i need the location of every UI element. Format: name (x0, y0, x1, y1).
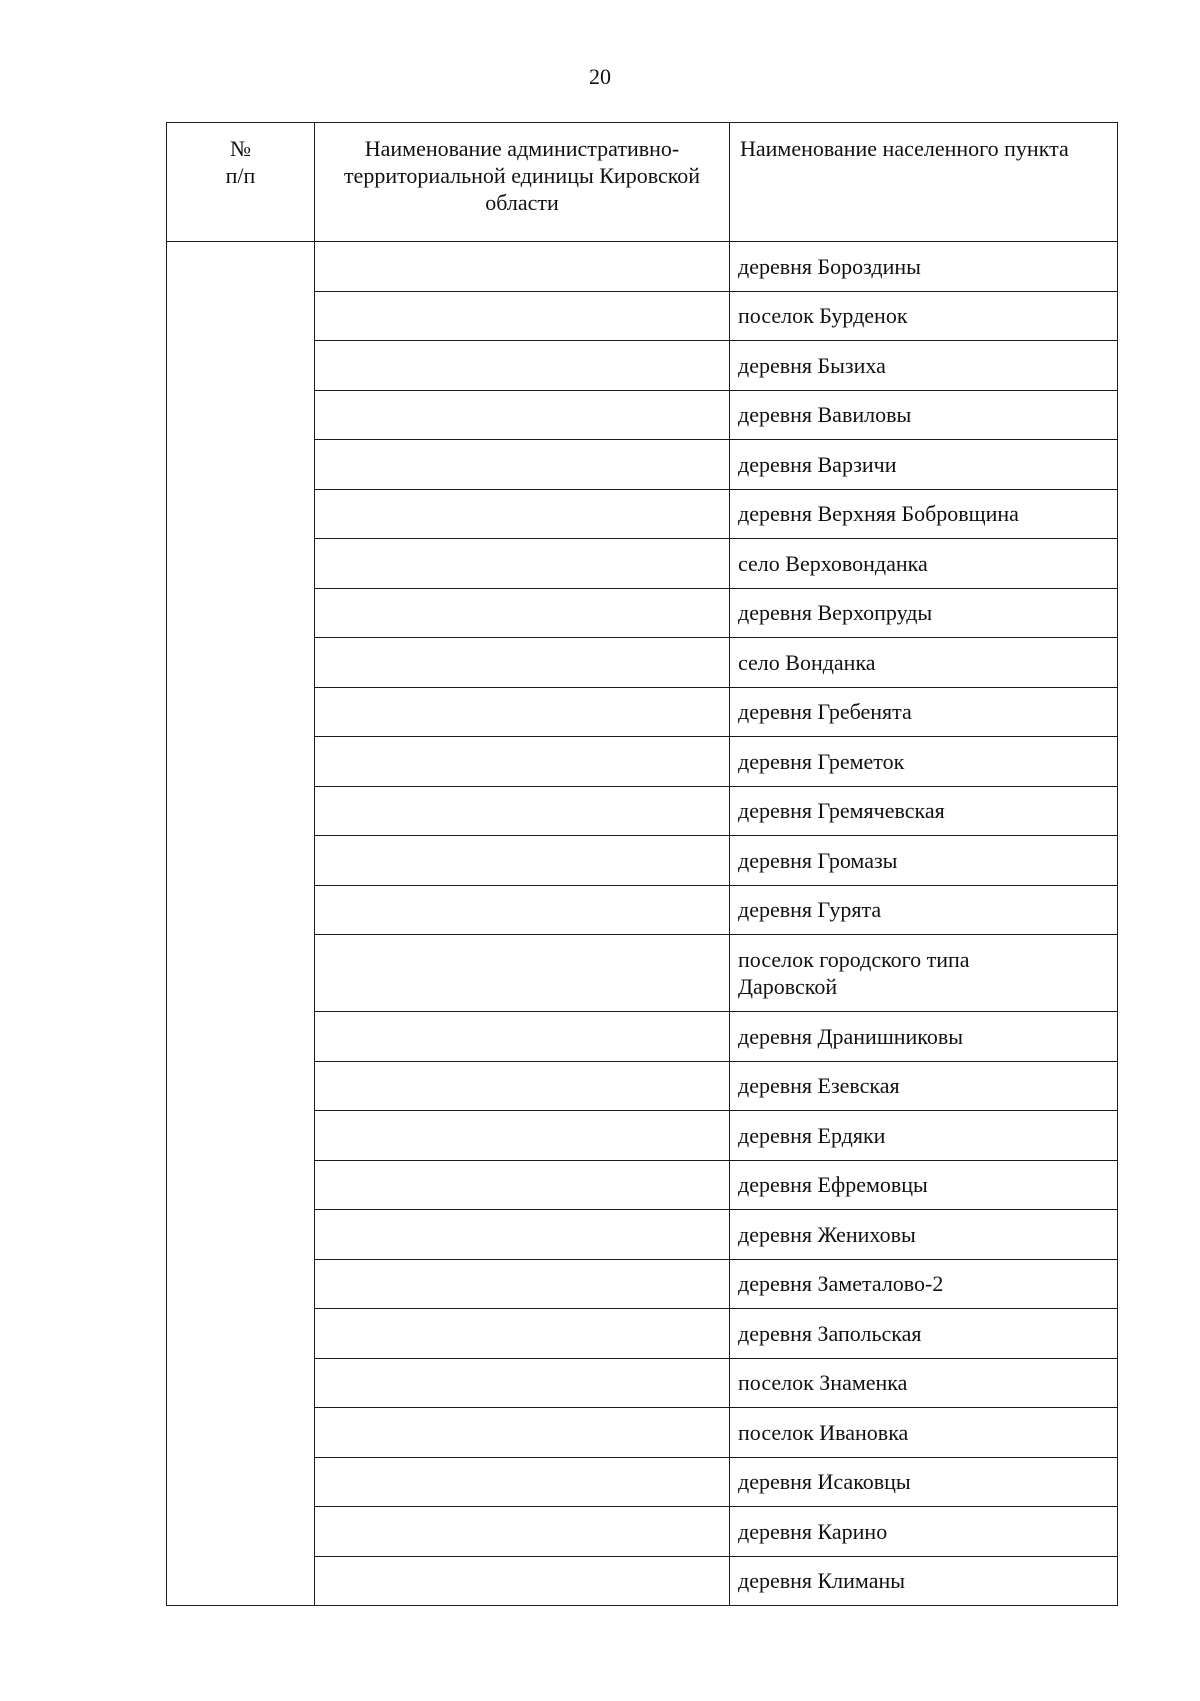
settlement-cell: деревня Верхопруды (730, 588, 1118, 638)
admin-unit-cell (315, 588, 730, 638)
settlement-cell: деревня Жениховы (730, 1210, 1118, 1260)
admin-unit-cell (315, 242, 730, 292)
settlement-cell: деревня Верхняя Бобровщина (730, 489, 1118, 539)
settlement-cell: деревня Климаны (730, 1556, 1118, 1606)
admin-unit-cell (315, 737, 730, 787)
table-row (167, 242, 1118, 292)
header-admin-unit: Наименование административно-территориальной единицы Кировской области (315, 123, 730, 242)
settlement-cell: поселок городского типа Даровской (730, 935, 1118, 1012)
page-number: 20 (589, 64, 611, 89)
admin-unit-cell (315, 489, 730, 539)
header-number: № п/п (167, 123, 315, 242)
admin-unit-cell (315, 1507, 730, 1557)
admin-unit-cell (315, 341, 730, 391)
table-body (167, 242, 1118, 1606)
settlement-cell: деревня Громазы (730, 836, 1118, 886)
admin-unit-cell (315, 1358, 730, 1408)
settlements-table (166, 122, 1118, 1606)
settlement-cell: деревня Бороздины (730, 242, 1118, 292)
settlement-cell: поселок Знаменка (730, 1358, 1118, 1408)
admin-unit-cell (315, 836, 730, 886)
settlement-cell: деревня Езевская (730, 1061, 1118, 1111)
admin-unit-cell (315, 1012, 730, 1062)
settlement-cell: деревня Ердяки (730, 1111, 1118, 1161)
admin-unit-cell (315, 1309, 730, 1359)
settlement-cell: деревня Варзичи (730, 440, 1118, 490)
settlement-cell: поселок Бурденок (730, 291, 1118, 341)
header-settlement: Наименование населенного пункта (730, 123, 1118, 242)
admin-unit-cell (315, 1259, 730, 1309)
settlement-cell: деревня Ефремовцы (730, 1160, 1118, 1210)
admin-unit-cell (315, 935, 730, 1012)
admin-unit-cell (315, 786, 730, 836)
settlement-cell: деревня Гребенята (730, 687, 1118, 737)
settlement-cell: деревня Гурята (730, 885, 1118, 935)
settlement-cell: деревня Греметок (730, 737, 1118, 787)
admin-unit-cell (315, 1111, 730, 1161)
admin-unit-cell (315, 539, 730, 589)
settlement-cell: село Верховонданка (730, 539, 1118, 589)
admin-unit-cell (315, 885, 730, 935)
admin-unit-cell (315, 390, 730, 440)
admin-unit-cell (315, 440, 730, 490)
settlement-cell: деревня Карино (730, 1507, 1118, 1557)
table-header-row (167, 123, 1118, 242)
admin-unit-cell (315, 1160, 730, 1210)
settlement-cell: деревня Дранишниковы (730, 1012, 1118, 1062)
admin-unit-cell (315, 1457, 730, 1507)
admin-unit-cell (315, 1408, 730, 1458)
number-cell (167, 242, 315, 1606)
admin-unit-cell (315, 291, 730, 341)
settlement-cell: деревня Запольская (730, 1309, 1118, 1359)
settlement-cell: деревня Вавиловы (730, 390, 1118, 440)
admin-unit-cell (315, 1210, 730, 1260)
settlement-cell: деревня Заметалово-2 (730, 1259, 1118, 1309)
settlement-cell: деревня Гремячевская (730, 786, 1118, 836)
settlement-cell: деревня Бызиха (730, 341, 1118, 391)
admin-unit-cell (315, 1061, 730, 1111)
admin-unit-cell (315, 638, 730, 688)
settlement-cell: деревня Исаковцы (730, 1457, 1118, 1507)
admin-unit-cell (315, 687, 730, 737)
settlement-cell: село Вонданка (730, 638, 1118, 688)
settlement-cell: поселок Ивановка (730, 1408, 1118, 1458)
admin-unit-cell (315, 1556, 730, 1606)
